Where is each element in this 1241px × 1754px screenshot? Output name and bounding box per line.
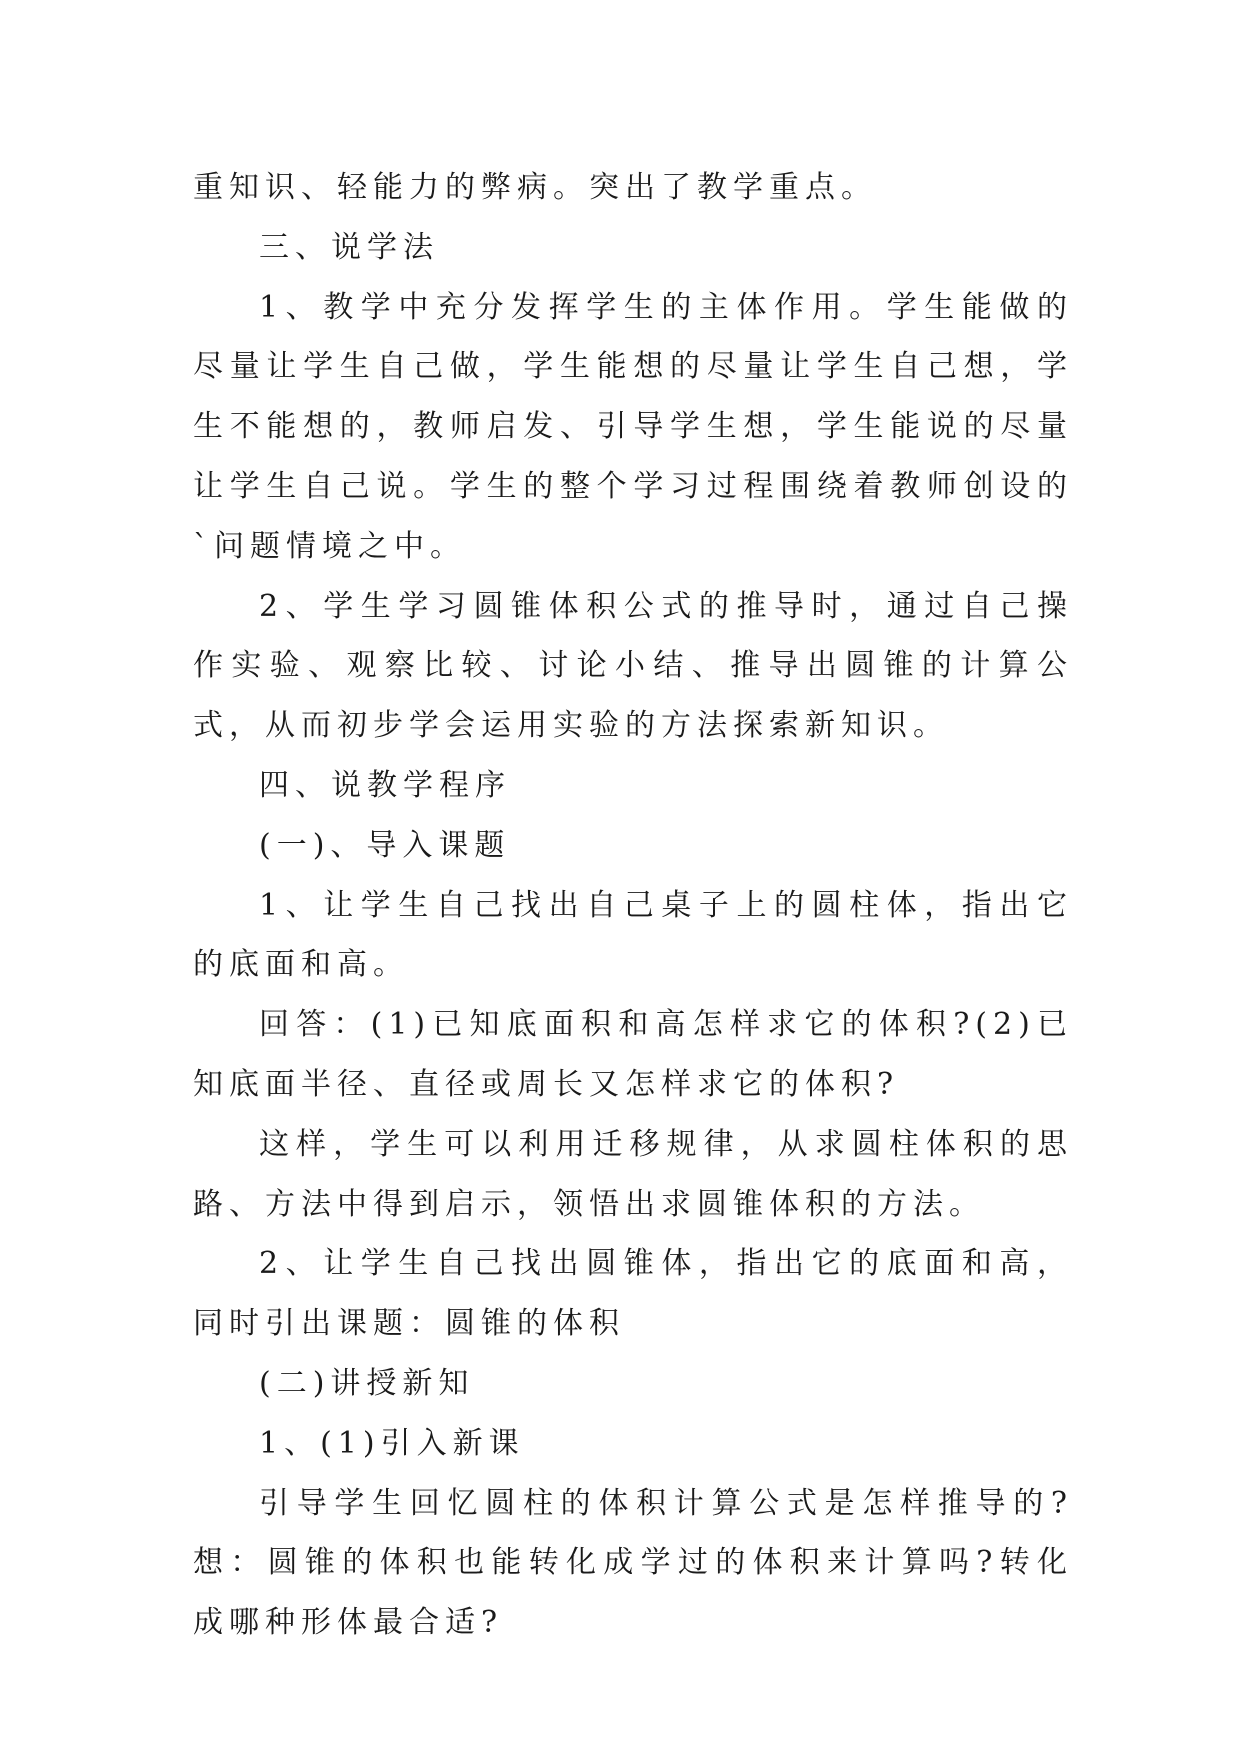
- paragraph-13: 引导学生回忆圆柱的体积计算公式是怎样推导的?想：圆锥的体积也能转化成学过的体积来计算吗?转化成哪种形体最合适?: [193, 1485, 1073, 1641]
- paragraph-3: 1、教学中充分发挥学生的主体作用。学生能做的尽量让学生自己做，学生能想的尽量让学生自己想，学生不能想的，教师启发、引导学生想，学生能说的尽量让学生自己说。学生的整个学习过程围绕着教师创设的`问题情境之中。: [193, 289, 1073, 564]
- section-heading-learning-methods: 三、说学法: [259, 229, 439, 265]
- paragraph-10: 2、让学生自己找出圆锥体，指出它的底面和高，同时引出课题：圆锥的体积: [193, 1246, 1073, 1342]
- paragraph-8: 回答：(1)已知底面积和高怎样求它的体积?(2)已知底面半径、直径或周长又怎样求它的体积?: [193, 1007, 1073, 1102]
- section-heading-teaching-procedure: 四、说教学程序: [259, 767, 511, 803]
- paragraph-7: 1、让学生自己找出自己桌子上的圆柱体，指出它的底面和高。: [193, 887, 1073, 983]
- subsection-heading-new-knowledge: (二)讲授新知: [259, 1365, 475, 1401]
- paragraph-1: 重知识、轻能力的弊病。突出了教学重点。: [193, 170, 877, 205]
- subsection-heading-introduction: (一)、导入课题: [259, 827, 511, 863]
- paragraph-4: 2、学生学习圆锥体积公式的推导时，通过自己操作实验、观察比较、讨论小结、推导出圆锥的计算公式，从而初步学会运用实验的方法探索新知识。: [193, 588, 1073, 744]
- paragraph-12: 1、(1)引入新课: [259, 1425, 525, 1461]
- paragraph-9: 这样，学生可以利用迁移规律，从求圆柱体积的思路、方法中得到启示，领悟出求圆锥体积的方法。: [193, 1126, 1073, 1222]
- document-body: [193, 158, 1073, 1653]
